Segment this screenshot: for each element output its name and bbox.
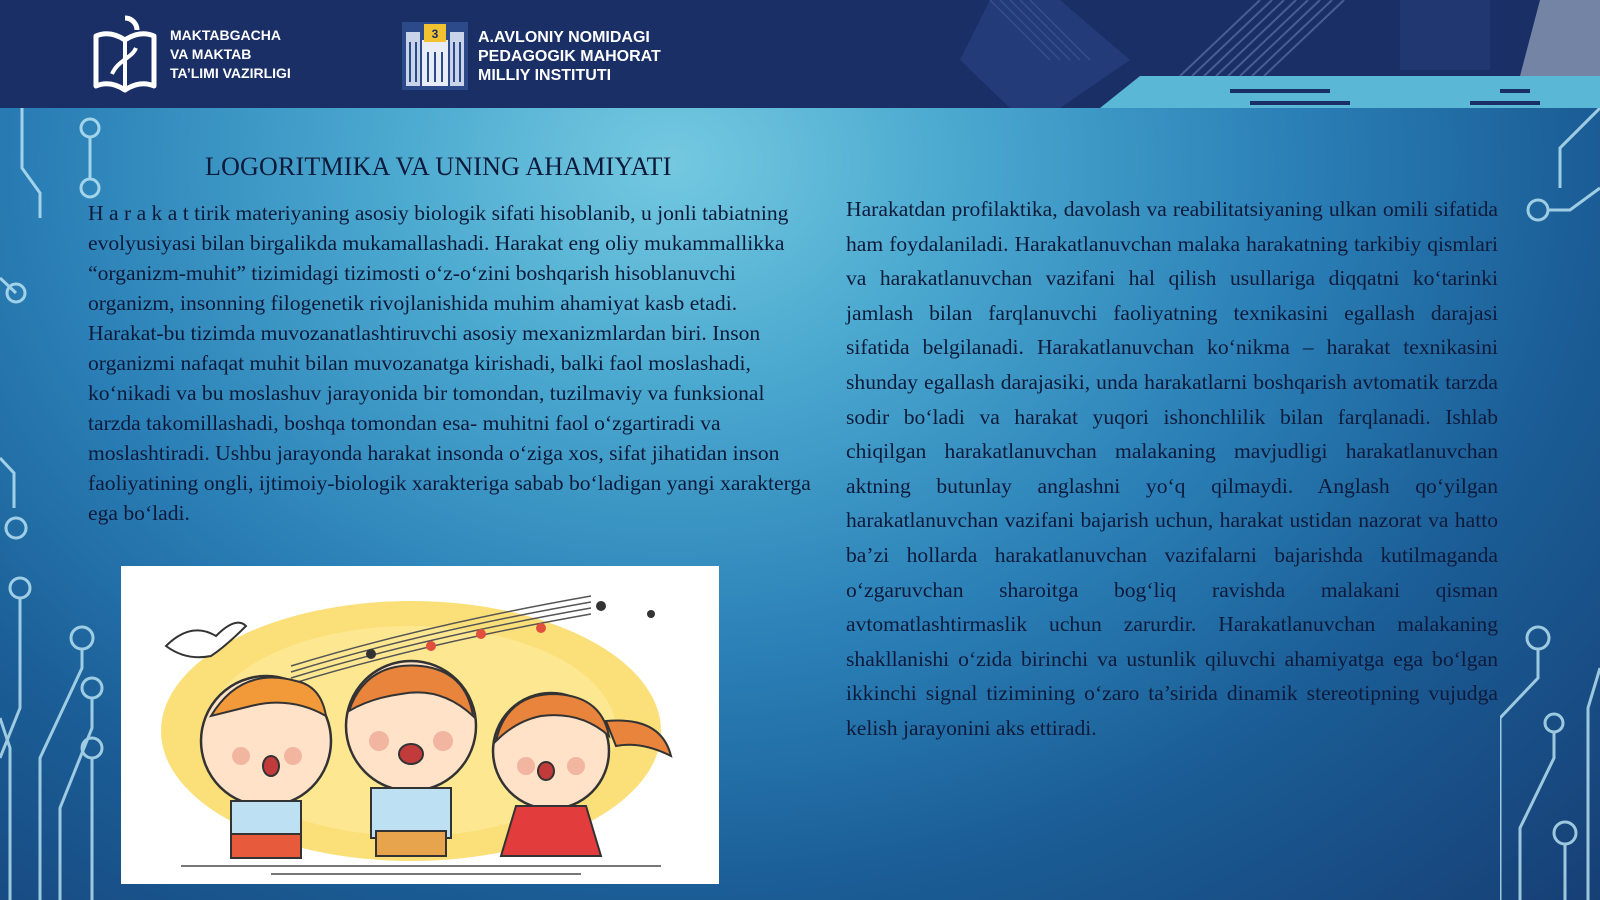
institute-emblem-glyph: 3 bbox=[431, 27, 439, 41]
singing-children-image bbox=[121, 566, 719, 884]
institute-building-icon bbox=[402, 22, 468, 90]
right-paragraph: Harakatdan profilaktika, davolash va reabilitatsiyaning ulkan omili sifatida ham foydalaniladi. Harakatlanuvchan malaka harakatning tarkibiy qismlari va harakatlanuvchan vazifani hal qilish usullariga diqqatni ko‘tarinki jamlash bilan farqlanuvchi faoliyatning texnikasini egallash darajasi sifatida belgilanadi. Harakatlanuvchan ko‘nikma – harakat texnikasini shunday egallash darajasiki, unda harakatlarni boshqarish avtomatik tarzda sodir bo‘ladi va harakat yuqori ishonchlilik bilan farqlanadi. Ishlab chiqilgan harakatlanuvchan malakaning mavjudligi harakatlanuvchan aktning butunlay anglashni yo‘q qilmaydi. Anglash qo‘yilgan harakatlanuvchan vazifani bajarish uchun, harakat ustidan nazorat va hatto ba’zi hollarda harakatlanuvchan vazifalarni bajarishda kutilmaganda o‘zgaruvchan sharoitga bog‘liq ravishda malakani qisman avtomatlashtirmaslik uchun zarurdir. Harakatlanuvchan malakaning shakllanishi o‘zida birinchi va ustunlik qiluvchi ahamiyatga ega bo‘lgan ikkinchi signal tizimining o‘zaro ta’sirida dinamik stereotipning vujudga kelish jarayonini aks ettiradi. bbox=[846, 197, 1498, 740]
slide-title: LOGORITMIKA VA UNING AHAMIYATI bbox=[205, 152, 672, 181]
institute-logo bbox=[402, 22, 661, 90]
ministry-logo bbox=[92, 14, 291, 94]
institute-name: A.AVLONIY NOMIDAGI PEDAGOGIK MAHORAT MILLIY INSTITUTI bbox=[478, 28, 661, 84]
ministry-name: MAKTABGACHA VA MAKTAB TA’LIMI VAZIRLIGI bbox=[170, 26, 291, 81]
header-bar bbox=[0, 0, 1600, 108]
singing-children-illustration bbox=[121, 566, 719, 884]
circuit-decoration-right bbox=[1500, 108, 1600, 900]
left-paragraph: H a r a k a t tirik materiyaning asosiy biologik sifati hisoblanib, u jonli tabiatning evolyusiyasi bilan birgalikda mukamallashadi. Harakat eng oliy mukammallikka “organizm-muhit” tizimidagi tizimosti o‘z-o‘zini boshqarish hisoblanuvchi organizm, insonning filogenetik rivojlanishida muhim ahamiyat kasb etadi. Harakat-bu tizimda muvozanatlashtiruvchi asosiy mexanizmlardan biri. Inson organizmi nafaqat muhit bilan muvozanatga kirishadi, balki faol moslashadi, ko‘nikadi va bu moslashuv jarayonida bir tomondan, tuzilmaviy va funksional tarzda takomillashadi, boshqa tomondan esa- muhitni faol o‘zgartiradi va moslashtiradi. Ushbu jarayonda harakat insonda o‘ziga xos, sifat jihatidan inson faoliyatining ongli, ijtimoiy-biologik xarakteriga sabab bo‘ladigan yangi xarakterga ega bo‘ladi. bbox=[88, 201, 811, 525]
open-book-icon bbox=[92, 14, 158, 94]
header-geometric-decoration bbox=[900, 0, 1600, 108]
